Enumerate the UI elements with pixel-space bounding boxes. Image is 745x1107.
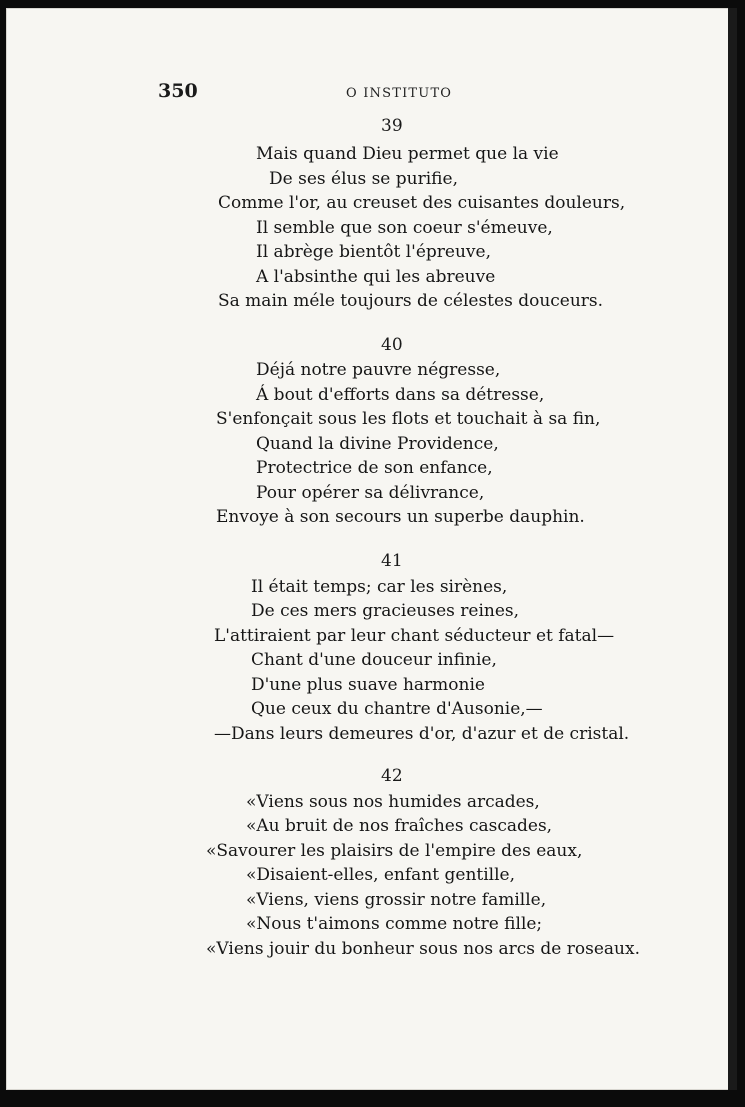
verse-line: —Dans leurs demeures d'or, d'azur et de cristal. xyxy=(214,724,630,744)
stanza-number: 40 xyxy=(381,335,403,355)
verse-line: «Viens jouir du bonheur sous nos arcs de roseaux. xyxy=(206,939,640,959)
verse-line: Déjá notre pauvre négresse, xyxy=(256,360,501,380)
verse-line: S'enfonçait sous les flots et touchait à sa fin, xyxy=(216,409,601,429)
verse-line: Chant d'une douceur infinie, xyxy=(251,650,497,670)
verse-line: «Viens, viens grossir notre famille, xyxy=(246,890,547,910)
verse-line: Que ceux du chantre d'Ausonie,— xyxy=(251,699,543,719)
verse-line: Comme l'or, au creuset des cuisantes douleurs, xyxy=(218,193,626,213)
verse-line: «Disaient-elles, enfant gentille, xyxy=(246,865,515,885)
stanza-number: 39 xyxy=(381,116,403,136)
verse-line: «Viens sous nos humides arcades, xyxy=(246,792,540,812)
verse-line: Il semble que son coeur s'émeuve, xyxy=(256,218,553,238)
verse-line: De ces mers gracieuses reines, xyxy=(251,601,520,621)
verse-line: «Au bruit de nos fraîches cascades, xyxy=(246,816,553,836)
stanza-number: 41 xyxy=(381,551,403,571)
verse-line: «Nous t'aimons comme notre fille; xyxy=(246,914,543,934)
book-page xyxy=(6,8,733,1090)
page-header xyxy=(6,78,733,108)
verse-line: A l'absinthe qui les abreuve xyxy=(256,267,496,287)
verse-line: Mais quand Dieu permet que la vie xyxy=(256,144,559,164)
verse-line: De ses élus se purifie, xyxy=(269,169,458,189)
verse-line: Protectrice de son enfance, xyxy=(256,458,493,478)
verse-line: L'attiraient par leur chant séducteur et fatal— xyxy=(214,626,615,646)
verse-line: Pour opérer sa délivrance, xyxy=(256,483,485,503)
verse-line: Il abrège bientôt l'épreuve, xyxy=(256,242,491,262)
verse-line: Envoye à son secours un superbe dauphin. xyxy=(216,507,585,527)
verse-line: Sa main méle toujours de célestes douceurs. xyxy=(218,291,604,311)
verse-line: Quand la divine Providence, xyxy=(256,434,499,454)
verse-line: Il était temps; car les sirènes, xyxy=(251,577,508,597)
page-edge-shadow xyxy=(728,8,737,1090)
page-number: 350 xyxy=(158,80,198,102)
stanza-number: 42 xyxy=(381,766,403,786)
verse-line: D'une plus suave harmonie xyxy=(251,675,485,695)
running-head: O INSTITUTO xyxy=(346,86,453,101)
verse-line: «Savourer les plaisirs de l'empire des eaux, xyxy=(206,841,583,861)
verse-line: Á bout d'efforts dans sa détresse, xyxy=(256,385,545,405)
